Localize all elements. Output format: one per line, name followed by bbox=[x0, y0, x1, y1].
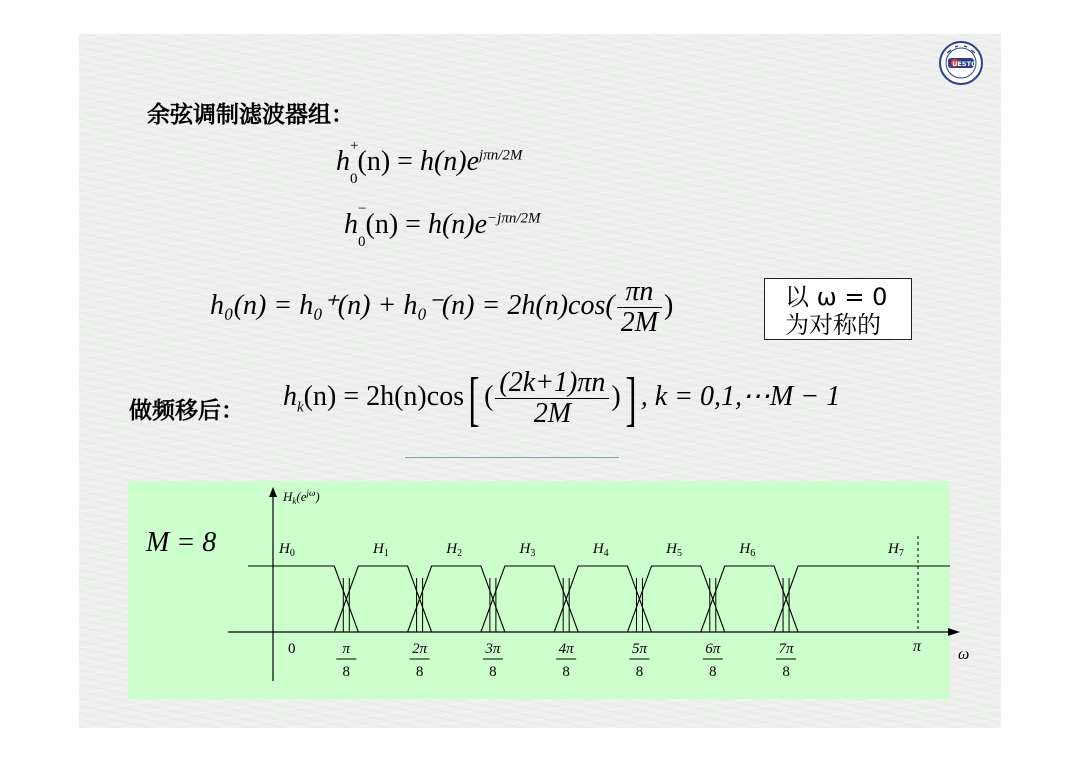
eq4-sub: k bbox=[297, 399, 304, 416]
eq1-sup: + bbox=[350, 138, 359, 154]
eq2-sub: 0 bbox=[358, 233, 366, 250]
tick-numerator-7: 7π bbox=[778, 641, 794, 657]
eq2-arg: (n) bbox=[365, 209, 399, 240]
tick-denominator-1: 8 bbox=[342, 664, 351, 680]
eq1-exp: jπn/2M bbox=[479, 147, 523, 164]
eq2-rhs: h(n)e bbox=[427, 209, 488, 240]
filter-label-1: $H_1$ bbox=[372, 541, 389, 559]
eq4-fraction bbox=[495, 368, 609, 429]
filter-label-7: $H_7$ bbox=[888, 541, 904, 559]
eq3-numerator: πn bbox=[625, 276, 654, 307]
tick-denominator-5: 8 bbox=[635, 664, 644, 680]
equation-h0-minus bbox=[344, 201, 541, 250]
tick-numerator-6: 6π bbox=[705, 641, 721, 657]
filter-label-4: $H_4$ bbox=[592, 541, 609, 559]
eq3-denominator: 2M bbox=[620, 307, 659, 338]
y-axis-label: $H_k(e^{j\omega})$ bbox=[283, 488, 320, 506]
slide bbox=[79, 34, 1001, 728]
equation-h0-sum bbox=[210, 277, 673, 338]
right-bracket: ] bbox=[625, 365, 637, 432]
eq1-lhs: h bbox=[336, 146, 350, 177]
tick-denominator-3: 8 bbox=[489, 664, 497, 680]
filter-label-0: $H_0$ bbox=[279, 541, 295, 559]
eq3-left: h₀(n) = h₀⁺(n) + h₀⁻(n) = 2h(n)cos( bbox=[210, 289, 615, 321]
equation-hk bbox=[283, 365, 841, 432]
tick-denominator-7: 8 bbox=[782, 664, 790, 680]
section-title: 余弦调制滤波器组： bbox=[147, 102, 354, 128]
filter-label-3: $H_3$ bbox=[519, 541, 536, 559]
eq4-paren-open: ( bbox=[484, 380, 494, 412]
university-logo bbox=[939, 41, 983, 85]
eq4-left: h bbox=[283, 380, 297, 412]
tick-numerator-5: 5π bbox=[631, 641, 647, 657]
filter-bank-diagram bbox=[128, 481, 970, 699]
note-line-2: 为对称的 bbox=[785, 311, 881, 339]
eq1-rhs: h(n)e bbox=[419, 146, 480, 177]
eq1-equals: = bbox=[397, 146, 413, 177]
m-label: M = 8 bbox=[146, 527, 217, 558]
pi-label: π bbox=[913, 638, 922, 655]
eq2-lhs: h bbox=[344, 209, 358, 240]
filter-response-7 bbox=[774, 566, 950, 632]
tick-numerator-2: 2π bbox=[412, 641, 428, 657]
tick-numerator-4: 4π bbox=[558, 641, 574, 657]
eq4-paren-close: ) bbox=[611, 380, 621, 412]
tick-denominator-4: 8 bbox=[562, 664, 570, 680]
y-axis-arrow bbox=[269, 487, 277, 497]
filter-label-2: $H_2$ bbox=[446, 541, 463, 559]
eq1-arg: (n) bbox=[357, 146, 391, 177]
tick-labels bbox=[336, 641, 796, 680]
eq3-right: ) bbox=[664, 289, 674, 321]
x-axis-label: ω bbox=[958, 646, 970, 663]
eq2-exp: −jπn/2M bbox=[487, 210, 541, 227]
left-bracket: [ bbox=[468, 365, 480, 432]
note-line-1: 以 ω = 0 bbox=[785, 283, 888, 311]
eq4-mid: (n) = 2h(n)cos bbox=[303, 380, 465, 412]
tick-denominator-6: 8 bbox=[709, 664, 717, 680]
eq4-right: , k = 0,1,⋯M − 1 bbox=[640, 380, 841, 412]
shift-label: 做频移后： bbox=[129, 398, 244, 424]
eq4-numerator: (2k+1)πn bbox=[499, 367, 606, 398]
divider-line bbox=[405, 457, 619, 458]
logo-text: UESTC bbox=[952, 60, 976, 68]
tick-numerator-3: 3π bbox=[485, 641, 501, 657]
filter-label-6: $H_6$ bbox=[739, 541, 756, 559]
symmetry-note-box bbox=[764, 278, 912, 340]
filters-group bbox=[248, 566, 950, 632]
filter-label-5: $H_5$ bbox=[666, 541, 682, 559]
equation-h0-plus bbox=[336, 138, 523, 187]
eq4-denominator: 2M bbox=[533, 398, 572, 429]
x-axis-arrow bbox=[948, 628, 960, 636]
diagram-svg bbox=[128, 481, 970, 699]
eq2-equals: = bbox=[405, 209, 421, 240]
eq3-fraction bbox=[617, 277, 662, 338]
tick-denominator-2: 8 bbox=[415, 664, 424, 680]
eq2-sup: − bbox=[358, 201, 367, 217]
origin-label: 0 bbox=[288, 641, 296, 657]
tick-numerator-1: π bbox=[342, 641, 351, 657]
filter-response-0 bbox=[248, 566, 358, 632]
filter-labels bbox=[278, 541, 904, 559]
eq1-sub: 0 bbox=[350, 170, 358, 187]
